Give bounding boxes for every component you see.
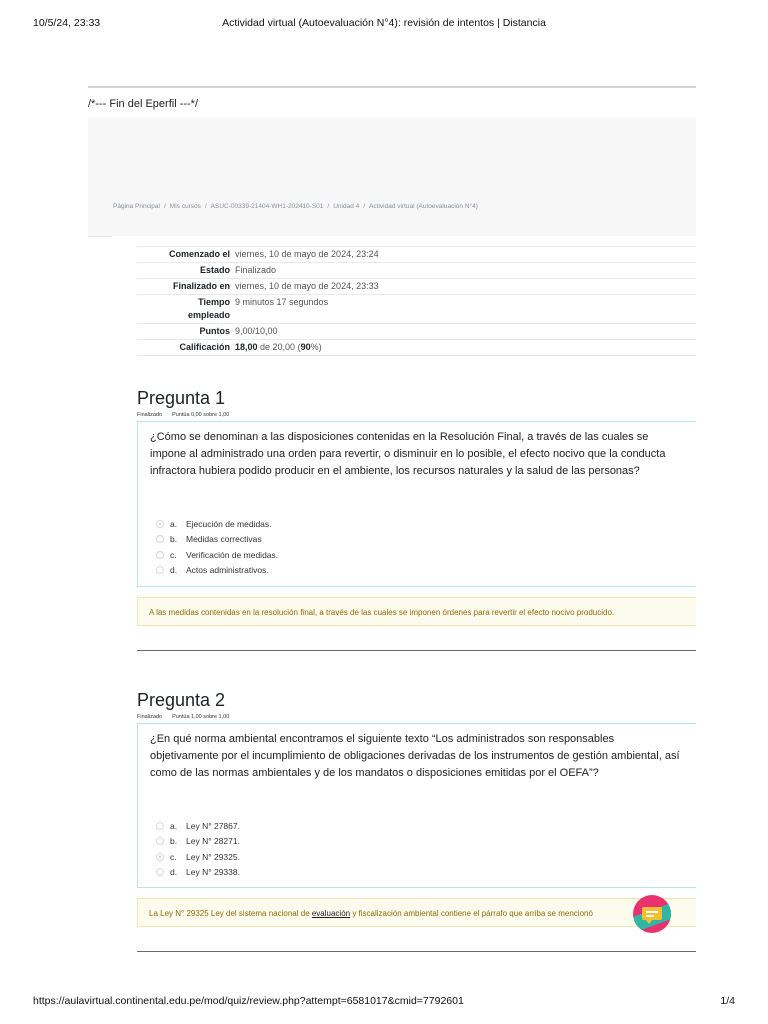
print-header xyxy=(33,17,735,31)
radio-icon[interactable] xyxy=(156,822,164,830)
grade-percent: 90 xyxy=(300,342,311,352)
summary-value: viernes, 10 de mayo de 2024, 23:24 xyxy=(235,249,379,259)
question-divider xyxy=(137,650,696,651)
summary-label: Puntos xyxy=(199,326,230,336)
print-page-title: Actividad virtual (Autoevaluación N°4): revisión de intentos | Distancia xyxy=(222,17,546,29)
breadcrumb-course[interactable]: ASUC-00339-21404-WH1-202410-S01 xyxy=(210,203,324,210)
breadcrumb: Página Principal / Mis cursos / ASUC-00339-21404-WH1-202410-S01 / Unidad 4 / Actividad virtual (Autoevaluación N°4) xyxy=(113,203,478,210)
question-score: Puntúa 1,00 sobre 1,00 xyxy=(172,714,230,720)
print-url: https://aulavirtual.continental.edu.pe/mod/quiz/review.php?attempt=6581017&cmid=7792601 xyxy=(33,995,464,1007)
question-status: Finalizado xyxy=(137,412,163,418)
summary-row-finished xyxy=(137,278,696,294)
answer-option[interactable] xyxy=(156,834,240,850)
question-score: Puntúa 0,00 sobre 1,00 xyxy=(172,412,230,418)
feedback-text: y fiscalización ambiental contiene el párrafo que arriba se mencionó xyxy=(350,909,593,918)
summary-label: Calificación xyxy=(179,342,230,352)
answer-letter: d. xyxy=(170,565,178,576)
question-feedback xyxy=(137,898,696,927)
answer-letter: c. xyxy=(170,549,177,560)
question-meta xyxy=(137,714,229,720)
summary-label: Tiempo empleado xyxy=(187,297,230,320)
answer-letter: d. xyxy=(170,867,178,878)
grade-close: %) xyxy=(310,342,322,352)
answer-label: Ley N° 28271. xyxy=(186,836,240,847)
answer-letter: a. xyxy=(170,518,178,529)
answer-option[interactable] xyxy=(156,818,240,834)
breadcrumb-my-courses[interactable]: Mis cursos xyxy=(169,203,201,210)
summary-row-time xyxy=(137,294,696,323)
summary-row-started xyxy=(137,246,696,262)
answer-label: Ley N° 27867. xyxy=(186,820,240,831)
question-title: Pregunta 2 xyxy=(137,690,226,710)
summary-label: Estado xyxy=(199,265,230,275)
css-comment-text: /*--- Fin del Eperfil ---*/ xyxy=(88,98,199,110)
summary-value: 9,00/10,00 xyxy=(235,326,278,336)
summary-value: 9 minutos 17 segundos xyxy=(235,297,329,307)
grade-score: 18,00 xyxy=(235,342,258,352)
question-meta xyxy=(137,412,229,418)
answer-option[interactable] xyxy=(156,532,278,548)
radio-selected-icon[interactable] xyxy=(156,853,164,861)
feedback-glossary-link[interactable]: evaluación xyxy=(311,909,351,918)
answer-list xyxy=(156,516,278,578)
radio-icon[interactable] xyxy=(156,551,164,559)
answer-letter: a. xyxy=(170,820,178,831)
answer-letter: b. xyxy=(170,534,178,545)
answer-option[interactable] xyxy=(156,865,240,881)
answer-label: Verificación de medidas. xyxy=(186,549,279,560)
breadcrumb-unit[interactable]: Unidad 4 xyxy=(333,203,360,210)
print-footer xyxy=(33,995,735,1009)
summary-row-grade xyxy=(137,339,696,356)
banner-underline xyxy=(88,236,112,237)
breadcrumb-activity[interactable]: Actividad virtual (Autoevaluación N°4) xyxy=(369,203,478,210)
question-status: Finalizado xyxy=(137,714,163,720)
question-feedback: A las medidas contenidas en la resolución final, a través de las cuales se imponen órdenes para revertir el efecto nocivo producido. xyxy=(137,597,696,626)
answer-letter: b. xyxy=(170,836,178,847)
radio-icon[interactable] xyxy=(156,566,164,574)
question-title: Pregunta 1 xyxy=(137,388,226,408)
radio-selected-icon[interactable] xyxy=(156,520,164,528)
chat-glyph xyxy=(642,907,662,920)
radio-icon[interactable] xyxy=(156,868,164,876)
question-text: ¿Cómo se denominan a las disposiciones contenidas en la Resolución Final, a través de las cuales se impone al administrado una orden para revertir, o disminuir en lo posible, el efecto nocivo que la conducta infractora hubiera podido producir en el ambiente, los recursos naturales y la salud de las personas? xyxy=(150,431,666,477)
top-divider xyxy=(88,86,696,88)
radio-icon[interactable] xyxy=(156,535,164,543)
question-divider xyxy=(137,951,696,952)
summary-row-state xyxy=(137,262,696,278)
grade-of: de 20,00 ( xyxy=(257,342,301,352)
answer-label: Ejecución de medidas. xyxy=(186,518,272,529)
answer-label: Medidas correctivas xyxy=(186,534,262,545)
summary-value: viernes, 10 de mayo de 2024, 23:33 xyxy=(235,281,379,291)
breadcrumb-home[interactable]: Página Principal xyxy=(113,203,160,210)
summary-row-points xyxy=(137,323,696,339)
answer-label: Ley N° 29338. xyxy=(186,867,240,878)
summary-grade-value xyxy=(230,340,322,355)
answer-label: Actos administrativos. xyxy=(186,565,269,576)
summary-value: Finalizado xyxy=(235,265,277,275)
radio-icon[interactable] xyxy=(156,837,164,845)
question-text: ¿En qué norma ambiental encontramos el siguiente texto “Los administrados son responsables objetivamente por el incumplimiento de obligaciones derivadas de los instrumentos de gestión ambiental, así como de las normas ambientales y de los mandatos o disposiciones emitidas por el OEFA”? xyxy=(150,733,680,779)
question-box xyxy=(137,421,696,587)
print-page-count: 1/4 xyxy=(720,995,735,1007)
attempt-summary-table xyxy=(137,246,696,356)
answer-list xyxy=(156,818,240,880)
page-header-banner xyxy=(88,118,696,236)
answer-letter: c. xyxy=(170,851,177,862)
summary-label: Comenzado el xyxy=(168,249,230,259)
answer-option[interactable] xyxy=(156,547,278,563)
summary-label: Finalizado en xyxy=(172,281,230,291)
answer-option[interactable] xyxy=(156,516,278,532)
answer-option[interactable] xyxy=(156,849,240,865)
answer-option[interactable] xyxy=(156,563,278,579)
print-date: 10/5/24, 23:33 xyxy=(33,17,101,29)
feedback-text: La Ley N° 29325 Ley del sistema nacional de xyxy=(149,909,312,918)
chat-bubble-icon[interactable] xyxy=(633,895,671,933)
answer-label: Ley N° 29325. xyxy=(186,851,240,862)
question-box xyxy=(137,723,696,888)
